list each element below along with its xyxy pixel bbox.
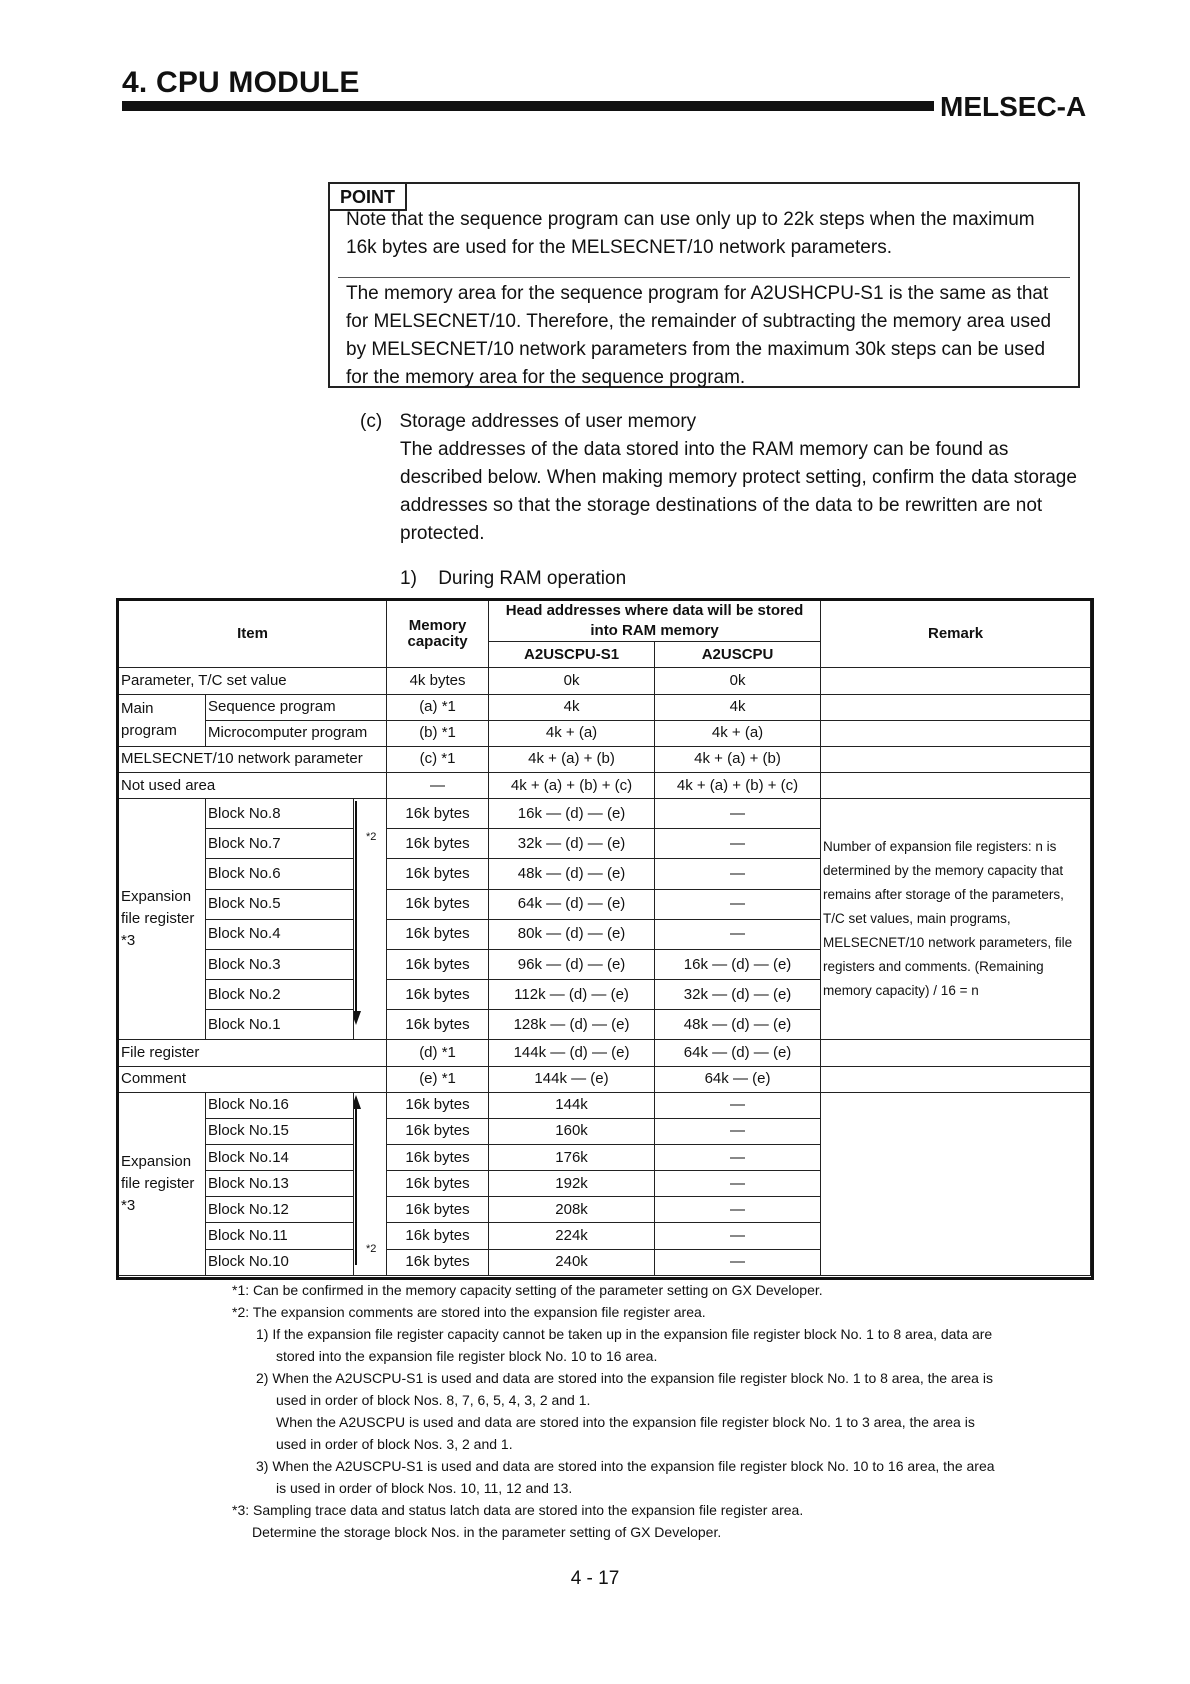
- table-row: [119, 772, 1091, 798]
- block-name: Block No.10: [206, 1249, 354, 1275]
- row-capacity: (b) *1: [387, 720, 489, 746]
- footnote-2-item-2-note: When the A2USCPU is used and data are stored into the expansion file register block No. 1 to 3 area, the area is: [276, 1414, 975, 1430]
- block-capacity: 16k bytes: [387, 1092, 489, 1118]
- block-capacity: 16k bytes: [387, 1197, 489, 1223]
- row-capacity: (a) *1: [387, 694, 489, 720]
- point-tag: POINT: [330, 184, 407, 211]
- block-a2uscpu-s1: 80k — (d) — (e): [489, 919, 655, 949]
- block-a2uscpu: —: [655, 1171, 821, 1197]
- footnote-1: *1: Can be confirmed in the memory capacity setting of the parameter setting on GX Developer.: [232, 1282, 823, 1298]
- table-row: [119, 1066, 1091, 1092]
- point-paragraph-2: The memory area for the sequence program for A2USHCPU-S1 is the same as that for MELSECNET/10. Therefore, the remainder of subtracting the memory area used by MELSECNET/10 network parameters from the maximum 30k steps can be used for the memory area for the sequence program.: [346, 283, 1052, 388]
- subsection-title: During RAM operation: [438, 568, 627, 589]
- block-name: Block No.5: [206, 889, 354, 919]
- header-rule: [122, 101, 934, 111]
- row-remark: [821, 1040, 1091, 1066]
- block-a2uscpu-s1: 128k — (d) — (e): [489, 1010, 655, 1040]
- header-memory-capacity: Memory capacity: [387, 601, 489, 668]
- row-a2uscpu: 0k: [655, 668, 821, 694]
- row-a2uscpu: 4k: [655, 694, 821, 720]
- chapter-title: 4. CPU MODULE: [122, 66, 360, 99]
- block-capacity: 16k bytes: [387, 859, 489, 889]
- footnote-marker-2: *2: [366, 831, 377, 844]
- row-capacity: 4k bytes: [387, 668, 489, 694]
- subsection-heading: [400, 566, 626, 592]
- header-head-addresses: Head addresses where data will be stored into RAM memory: [489, 601, 821, 642]
- block-name: Block No.2: [206, 980, 354, 1010]
- block-capacity: 16k bytes: [387, 829, 489, 859]
- row-a2uscpu: 4k + (a) + (b) + (c): [655, 772, 821, 798]
- footnote-2-item-1: 1) If the expansion file register capacity cannot be taken up in the expansion file register block No. 1 to 8 area, data are: [256, 1326, 993, 1342]
- row-remark: [821, 720, 1091, 746]
- footnote-2-item-3-cont: is used in order of block Nos. 10, 11, 12 and 13.: [276, 1480, 573, 1496]
- footnote-3-cont: Determine the storage block Nos. in the parameter setting of GX Developer.: [252, 1524, 722, 1540]
- block-a2uscpu: 32k — (d) — (e): [655, 980, 821, 1010]
- block-a2uscpu-s1: 192k: [489, 1171, 655, 1197]
- block-a2uscpu-s1: 176k: [489, 1145, 655, 1171]
- block-name: Block No.12: [206, 1197, 354, 1223]
- header-a2uscpu-s1: A2USCPU-S1: [489, 642, 655, 668]
- row-a2uscpu-s1: 4k + (a): [489, 720, 655, 746]
- table-row: [119, 799, 1091, 829]
- subsection-label: 1): [400, 568, 417, 589]
- row-a2uscpu: 64k — (d) — (e): [655, 1040, 821, 1066]
- row-a2uscpu: 4k + (a): [655, 720, 821, 746]
- footnote-2: *2: The expansion comments are stored into the expansion file register area.: [232, 1304, 706, 1320]
- table-row: [119, 694, 1091, 720]
- block-a2uscpu: —: [655, 859, 821, 889]
- table-row: [119, 746, 1091, 772]
- header-item: Item: [119, 601, 387, 668]
- table-row: [119, 1040, 1091, 1066]
- block-capacity: 16k bytes: [387, 1171, 489, 1197]
- block-capacity: 16k bytes: [387, 1223, 489, 1249]
- block-a2uscpu: —: [655, 799, 821, 829]
- row-a2uscpu: 4k + (a) + (b): [655, 746, 821, 772]
- block-name: Block No.8: [206, 799, 354, 829]
- order-arrow-cell-upper: [354, 799, 387, 1040]
- expansion-file-register-label-lower: Expansion file register *3: [119, 1092, 206, 1275]
- section-c-title: Storage addresses of user memory: [399, 411, 697, 432]
- lower-remark: [821, 1092, 1091, 1275]
- block-name: Block No.14: [206, 1145, 354, 1171]
- section-c-body: The addresses of the data stored into the RAM memory can be found as described below. When making memory protect setting, confirm the data storage addresses so that the storage destinations of the data to be rewritten are not protected.: [400, 439, 1077, 544]
- expansion-remark: Number of expansion file registers: n is determined by the memory capacity that remains after storage of the parameters, T/C set values, main programs, MELSECNET/10 network parameters, file registers and comments. (Remaining memory capacity) / 16 = n: [821, 799, 1091, 1040]
- block-a2uscpu-s1: 64k — (d) — (e): [489, 889, 655, 919]
- block-capacity: 16k bytes: [387, 1145, 489, 1171]
- row-item: Sequence program: [206, 694, 387, 720]
- section-c-label: (c): [360, 411, 383, 432]
- row-remark: [821, 772, 1091, 798]
- section-c-heading: [360, 408, 696, 436]
- row-capacity: (d) *1: [387, 1040, 489, 1066]
- block-capacity: 16k bytes: [387, 799, 489, 829]
- block-name: Block No.4: [206, 919, 354, 949]
- footnote-2-item-2: 2) When the A2USCPU-S1 is used and data are stored into the expansion file register block No. 1 to 8 area, the area is: [256, 1370, 993, 1386]
- row-item: Not used area: [119, 772, 387, 798]
- footnote-3: *3: Sampling trace data and status latch data are stored into the expansion file register area.: [232, 1502, 804, 1518]
- block-a2uscpu: —: [655, 889, 821, 919]
- footnote-2-item-2-cont: used in order of block Nos. 8, 7, 6, 5, 4, 3, 2 and 1.: [276, 1392, 591, 1408]
- table-row: [119, 1092, 1091, 1118]
- header-remark: Remark: [821, 601, 1091, 668]
- block-name: Block No.16: [206, 1092, 354, 1118]
- block-capacity: 16k bytes: [387, 980, 489, 1010]
- footnote-2-item-2-note-cont: used in order of block Nos. 3, 2 and 1.: [276, 1436, 513, 1452]
- block-a2uscpu: —: [655, 829, 821, 859]
- block-a2uscpu: —: [655, 1223, 821, 1249]
- order-arrow-cell-lower: [354, 1092, 387, 1275]
- block-a2uscpu-s1: 224k: [489, 1223, 655, 1249]
- memory-address-table: [118, 600, 1091, 1276]
- main-program-label: Main program: [119, 694, 206, 746]
- row-capacity: —: [387, 772, 489, 798]
- row-item: File register: [119, 1040, 387, 1066]
- block-a2uscpu: —: [655, 1249, 821, 1275]
- block-capacity: 16k bytes: [387, 1249, 489, 1275]
- block-capacity: 16k bytes: [387, 889, 489, 919]
- row-a2uscpu-s1: 4k + (a) + (b): [489, 746, 655, 772]
- table-row: [119, 720, 1091, 746]
- block-a2uscpu-s1: 48k — (d) — (e): [489, 859, 655, 889]
- row-item: Parameter, T/C set value: [119, 668, 387, 694]
- block-a2uscpu: 16k — (d) — (e): [655, 949, 821, 979]
- block-a2uscpu: —: [655, 1145, 821, 1171]
- block-a2uscpu-s1: 16k — (d) — (e): [489, 799, 655, 829]
- brand-label: MELSEC-A: [940, 91, 1087, 122]
- row-item: Comment: [119, 1066, 387, 1092]
- block-a2uscpu-s1: 96k — (d) — (e): [489, 949, 655, 979]
- row-remark: [821, 694, 1091, 720]
- block-a2uscpu-s1: 240k: [489, 1249, 655, 1275]
- block-a2uscpu: 48k — (d) — (e): [655, 1010, 821, 1040]
- row-remark: [821, 746, 1091, 772]
- row-a2uscpu-s1: 144k — (d) — (e): [489, 1040, 655, 1066]
- row-item: MELSECNET/10 network parameter: [119, 746, 387, 772]
- footnote-2-item-1-cont: stored into the expansion file register block No. 10 to 16 area.: [276, 1348, 658, 1364]
- block-a2uscpu-s1: 32k — (d) — (e): [489, 829, 655, 859]
- table-row: [119, 668, 1091, 694]
- point-box: [328, 182, 1080, 388]
- block-name: Block No.11: [206, 1223, 354, 1249]
- block-name: Block No.13: [206, 1171, 354, 1197]
- row-capacity: (e) *1: [387, 1066, 489, 1092]
- block-a2uscpu: —: [655, 1092, 821, 1118]
- block-a2uscpu: —: [655, 919, 821, 949]
- block-capacity: 16k bytes: [387, 1118, 489, 1144]
- page-number: 4 - 17: [570, 1568, 620, 1589]
- block-capacity: 16k bytes: [387, 1010, 489, 1040]
- block-a2uscpu-s1: 208k: [489, 1197, 655, 1223]
- block-capacity: 16k bytes: [387, 949, 489, 979]
- row-remark: [821, 1066, 1091, 1092]
- block-a2uscpu: —: [655, 1197, 821, 1223]
- point-paragraph-1: Note that the sequence program can use only up to 22k steps when the maximum 16k bytes are used for the MELSECNET/10 network parameters.: [346, 209, 1035, 258]
- block-name: Block No.3: [206, 949, 354, 979]
- row-a2uscpu-s1: 0k: [489, 668, 655, 694]
- block-a2uscpu: —: [655, 1118, 821, 1144]
- block-name: Block No.6: [206, 859, 354, 889]
- row-a2uscpu: 64k — (e): [655, 1066, 821, 1092]
- block-capacity: 16k bytes: [387, 919, 489, 949]
- header-a2uscpu: A2USCPU: [655, 642, 821, 668]
- row-a2uscpu-s1: 4k: [489, 694, 655, 720]
- block-a2uscpu-s1: 160k: [489, 1118, 655, 1144]
- row-a2uscpu-s1: 4k + (a) + (b) + (c): [489, 772, 655, 798]
- footnotes: [232, 1279, 1092, 1543]
- block-name: Block No.1: [206, 1010, 354, 1040]
- row-a2uscpu-s1: 144k — (e): [489, 1066, 655, 1092]
- row-remark: [821, 668, 1091, 694]
- footnote-2-item-3: 3) When the A2USCPU-S1 is used and data are stored into the expansion file register block No. 10 to 16 area, the area: [256, 1458, 995, 1474]
- footnote-marker-2: *2: [366, 1242, 377, 1255]
- point-divider: [338, 277, 1070, 278]
- block-name: Block No.15: [206, 1118, 354, 1144]
- block-name: Block No.7: [206, 829, 354, 859]
- row-capacity: (c) *1: [387, 746, 489, 772]
- block-a2uscpu-s1: 144k: [489, 1092, 655, 1118]
- block-a2uscpu-s1: 112k — (d) — (e): [489, 980, 655, 1010]
- expansion-file-register-label-upper: Expansion file register *3: [119, 799, 206, 1040]
- row-item: Microcomputer program: [206, 720, 387, 746]
